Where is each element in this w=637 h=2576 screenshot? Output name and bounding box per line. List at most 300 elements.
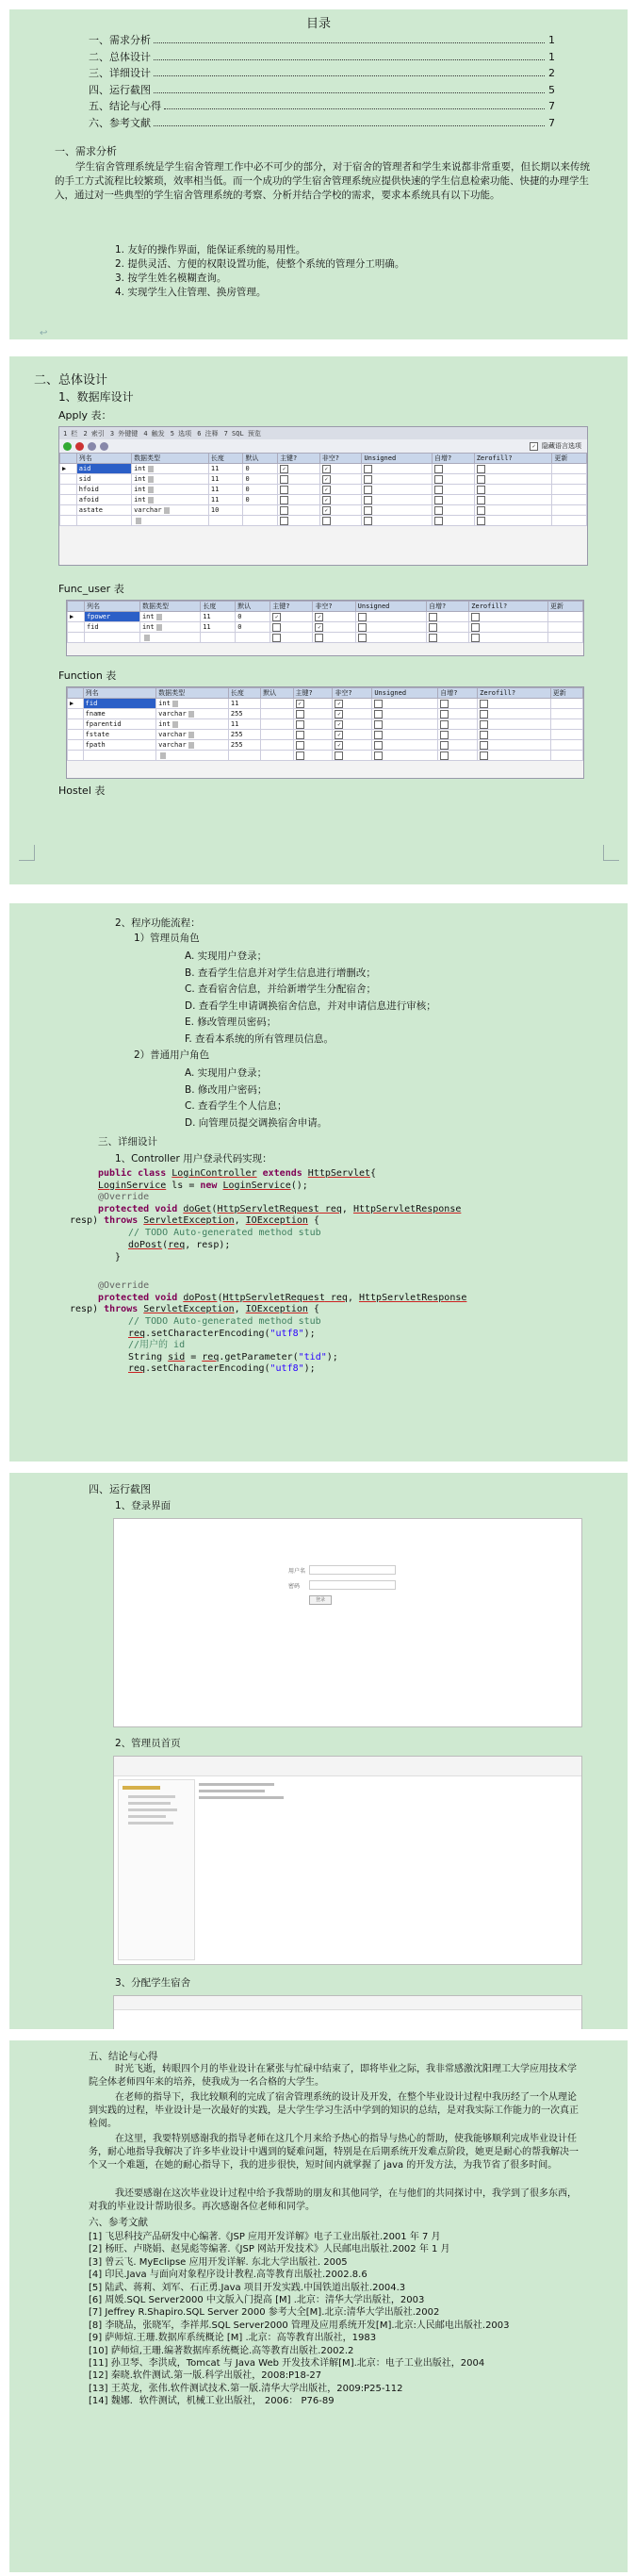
grid-cell[interactable]: varchar: [156, 740, 229, 751]
column-flag-checkbox[interactable]: [296, 720, 304, 729]
grid-cell[interactable]: [319, 495, 362, 505]
row-selector[interactable]: [60, 485, 77, 495]
grid-cell[interactable]: afoid: [76, 495, 131, 505]
grid-cell[interactable]: [355, 633, 426, 643]
column-flag-checkbox[interactable]: ✓: [322, 506, 331, 515]
type-dropdown-icon[interactable]: [144, 635, 150, 641]
grid-cell[interactable]: [76, 516, 131, 526]
grid-cell[interactable]: [278, 485, 320, 495]
column-flag-checkbox[interactable]: ✓: [296, 700, 304, 708]
grid-cell[interactable]: fstate: [83, 730, 156, 740]
column-flag-checkbox[interactable]: [280, 496, 288, 504]
grid-cell[interactable]: 11: [228, 699, 260, 709]
column-flag-checkbox[interactable]: [280, 475, 288, 484]
grid-cell[interactable]: [228, 751, 260, 761]
grid-cell[interactable]: [372, 730, 438, 740]
toc-entry[interactable]: [89, 98, 555, 115]
hostel-table-label: Hostel 表: [58, 784, 106, 797]
table-row[interactable]: [68, 612, 583, 622]
grid-cell[interactable]: [478, 730, 551, 740]
grid-cell[interactable]: [333, 709, 372, 719]
column-flag-checkbox[interactable]: [374, 751, 383, 760]
column-header: 数据类型: [132, 454, 209, 464]
row-selector[interactable]: ▶: [68, 612, 85, 622]
grid-cell[interactable]: [355, 612, 426, 622]
column-flag-checkbox[interactable]: [477, 465, 485, 473]
editor-tab[interactable]: 7 SQL 预览: [223, 429, 261, 438]
grid-cell[interactable]: [433, 495, 475, 505]
grid-cell[interactable]: [550, 699, 582, 709]
grid-cell[interactable]: [552, 464, 587, 474]
grid-cell[interactable]: [355, 622, 426, 633]
column-flag-checkbox[interactable]: [280, 517, 288, 525]
grid-cell[interactable]: [319, 485, 362, 495]
type-dropdown-icon[interactable]: [160, 752, 166, 759]
grid-cell[interactable]: 11: [208, 464, 243, 474]
editor-tab[interactable]: 2 索引: [83, 429, 105, 438]
type-dropdown-icon[interactable]: [148, 466, 154, 472]
column-flag-checkbox[interactable]: [429, 623, 437, 632]
row-selector[interactable]: ▶: [68, 699, 84, 709]
table-row[interactable]: [68, 622, 583, 633]
column-flag-checkbox[interactable]: ✓: [272, 613, 281, 621]
column-flag-checkbox[interactable]: ✓: [322, 475, 331, 484]
grid-cell[interactable]: [278, 516, 320, 526]
row-selector[interactable]: [60, 505, 77, 516]
row-selector[interactable]: [68, 709, 84, 719]
grid-cell[interactable]: 0: [243, 495, 278, 505]
grid-cell[interactable]: [469, 633, 548, 643]
column-flag-checkbox[interactable]: [364, 465, 372, 473]
grid-cell[interactable]: [201, 633, 236, 643]
column-flag-checkbox[interactable]: [335, 751, 343, 760]
column-flag-checkbox[interactable]: [272, 634, 281, 642]
grid-cell[interactable]: [427, 633, 469, 643]
column-flag-checkbox[interactable]: [480, 741, 488, 750]
grid-cell[interactable]: int: [156, 719, 229, 730]
grid-cell[interactable]: 0: [236, 622, 270, 633]
grid-cell[interactable]: [84, 633, 139, 643]
grid-cell[interactable]: int: [156, 699, 229, 709]
type-dropdown-icon[interactable]: [188, 711, 194, 718]
column-flag-checkbox[interactable]: [471, 623, 480, 632]
grid-cell[interactable]: 255: [228, 730, 260, 740]
grid-cell[interactable]: [362, 464, 433, 474]
column-flag-checkbox[interactable]: [280, 486, 288, 494]
column-flag-checkbox[interactable]: [429, 613, 437, 621]
row-selector[interactable]: [60, 516, 77, 526]
grid-cell[interactable]: [552, 516, 587, 526]
column-flag-checkbox[interactable]: ✓: [315, 623, 323, 632]
column-flag-checkbox[interactable]: [480, 731, 488, 739]
grid-cell[interactable]: [433, 505, 475, 516]
grid-cell[interactable]: [333, 719, 372, 730]
column-flag-checkbox[interactable]: [434, 506, 443, 515]
table-row[interactable]: [68, 719, 583, 730]
grid-cell[interactable]: [293, 719, 333, 730]
grid-cell[interactable]: aid: [76, 464, 131, 474]
toc-entry[interactable]: [89, 82, 555, 99]
grid-cell[interactable]: [313, 622, 355, 633]
grid-cell[interactable]: [362, 474, 433, 485]
column-flag-checkbox[interactable]: [374, 720, 383, 729]
column-header: 自增?: [427, 602, 469, 612]
grid-cell[interactable]: 255: [228, 709, 260, 719]
table-row[interactable]: [60, 495, 587, 505]
grid-cell[interactable]: 0: [243, 485, 278, 495]
type-dropdown-icon[interactable]: [172, 721, 178, 728]
column-header: 默认: [243, 454, 278, 464]
grid-cell[interactable]: [550, 740, 582, 751]
grid-cell[interactable]: [474, 485, 552, 495]
column-flag-checkbox[interactable]: [364, 486, 372, 494]
grid-cell[interactable]: [270, 633, 313, 643]
column-flag-checkbox[interactable]: [434, 486, 443, 494]
grid-cell[interactable]: [278, 495, 320, 505]
editor-tab[interactable]: 6 注释: [197, 429, 219, 438]
column-flag-checkbox[interactable]: ✓: [322, 486, 331, 494]
table-row[interactable]: [68, 730, 583, 740]
column-flag-checkbox[interactable]: [440, 700, 449, 708]
column-flag-checkbox[interactable]: [440, 731, 449, 739]
grid-cell[interactable]: [261, 751, 293, 761]
column-flag-checkbox[interactable]: [429, 634, 437, 642]
grid-cell[interactable]: [547, 633, 582, 643]
column-flag-checkbox[interactable]: [296, 751, 304, 760]
type-dropdown-icon[interactable]: [148, 497, 154, 504]
column-flag-checkbox[interactable]: [315, 634, 323, 642]
column-flag-checkbox[interactable]: ✓: [280, 465, 288, 473]
column-flag-checkbox[interactable]: [374, 731, 383, 739]
grid-cell[interactable]: [469, 622, 548, 633]
grid-cell[interactable]: [478, 709, 551, 719]
grid-cell[interactable]: [362, 505, 433, 516]
grid-cell[interactable]: [550, 730, 582, 740]
table-row[interactable]: [68, 699, 583, 709]
grid-cell[interactable]: int: [132, 485, 209, 495]
grid-cell[interactable]: hfoid: [76, 485, 131, 495]
grid-cell[interactable]: 11: [208, 485, 243, 495]
grid-cell[interactable]: [261, 699, 293, 709]
toc-entry[interactable]: [89, 65, 555, 82]
table-row[interactable]: [60, 505, 587, 516]
login-button[interactable]: 登录: [309, 1595, 332, 1605]
grid-cell[interactable]: [139, 633, 200, 643]
grid-cell[interactable]: int: [132, 464, 209, 474]
grid-cell[interactable]: 0: [243, 474, 278, 485]
grid-cell[interactable]: [438, 740, 478, 751]
grid-cell[interactable]: [550, 709, 582, 719]
grid-cell[interactable]: [438, 709, 478, 719]
column-flag-checkbox[interactable]: [364, 496, 372, 504]
grid-cell[interactable]: [293, 751, 333, 761]
grid-cell[interactable]: [333, 751, 372, 761]
grid-cell[interactable]: [438, 699, 478, 709]
grid-cell[interactable]: [433, 516, 475, 526]
type-dropdown-icon[interactable]: [156, 624, 162, 631]
grid-cell[interactable]: [552, 495, 587, 505]
grid-cell[interactable]: [372, 751, 438, 761]
grid-cell[interactable]: astate: [76, 505, 131, 516]
row-selector[interactable]: [68, 633, 85, 643]
delete-column-icon[interactable]: [75, 442, 84, 451]
grid-cell[interactable]: fid: [83, 699, 156, 709]
grid-cell[interactable]: [156, 751, 229, 761]
grid-cell[interactable]: [261, 719, 293, 730]
column-flag-checkbox[interactable]: ✓: [322, 465, 331, 473]
row-selector[interactable]: [68, 622, 85, 633]
column-flag-checkbox[interactable]: [358, 623, 367, 632]
grid-cell[interactable]: [313, 612, 355, 622]
grid-cell[interactable]: [333, 730, 372, 740]
username-input[interactable]: [309, 1565, 396, 1575]
type-dropdown-icon[interactable]: [156, 614, 162, 620]
add-column-icon[interactable]: [63, 442, 72, 451]
grid-cell[interactable]: [427, 622, 469, 633]
table-row[interactable]: [68, 709, 583, 719]
column-flag-checkbox[interactable]: [374, 710, 383, 718]
grid-cell[interactable]: 10: [208, 505, 243, 516]
grid-cell[interactable]: [547, 622, 582, 633]
toc-entry[interactable]: [89, 115, 555, 132]
column-flag-checkbox[interactable]: [280, 506, 288, 515]
grid-cell[interactable]: int: [132, 474, 209, 485]
type-dropdown-icon[interactable]: [188, 742, 194, 749]
grid-cell[interactable]: [552, 474, 587, 485]
type-dropdown-icon[interactable]: [148, 487, 154, 493]
type-dropdown-icon[interactable]: [148, 476, 154, 483]
grid-cell[interactable]: [438, 751, 478, 761]
type-dropdown-icon[interactable]: [136, 518, 141, 524]
editor-tab[interactable]: 5 选项: [170, 429, 192, 438]
column-flag-checkbox[interactable]: ✓: [335, 741, 343, 750]
grid-cell[interactable]: [319, 505, 362, 516]
column-flag-checkbox[interactable]: [296, 731, 304, 739]
grid-cell[interactable]: [333, 699, 372, 709]
column-flag-checkbox[interactable]: [374, 700, 383, 708]
grid-cell[interactable]: 11: [208, 474, 243, 485]
grid-cell[interactable]: [438, 719, 478, 730]
grid-cell[interactable]: fname: [83, 709, 156, 719]
column-flag-checkbox[interactable]: [440, 720, 449, 729]
column-flag-checkbox[interactable]: ✓: [335, 700, 343, 708]
grid-cell[interactable]: fparentid: [83, 719, 156, 730]
column-flag-checkbox[interactable]: [296, 741, 304, 750]
hide-lang-checkbox[interactable]: ✓: [530, 442, 538, 451]
editor-tab[interactable]: 4 触发: [143, 429, 165, 438]
grid-cell[interactable]: [547, 612, 582, 622]
grid-cell[interactable]: [319, 474, 362, 485]
editor-tab[interactable]: 1 栏: [63, 429, 78, 438]
grid-cell[interactable]: [236, 633, 270, 643]
grid-cell[interactable]: [478, 740, 551, 751]
row-selector[interactable]: [68, 740, 84, 751]
toc-leader-dots: [154, 75, 545, 76]
row-selector[interactable]: [60, 495, 77, 505]
grid-cell[interactable]: 11: [228, 719, 260, 730]
grid-cell[interactable]: [362, 485, 433, 495]
grid-cell[interactable]: [270, 622, 313, 633]
row-selector[interactable]: [68, 751, 84, 761]
table-row[interactable]: [60, 474, 587, 485]
column-flag-checkbox[interactable]: [364, 475, 372, 484]
grid-cell[interactable]: [293, 699, 333, 709]
password-input[interactable]: [309, 1580, 396, 1590]
grid-cell[interactable]: [372, 719, 438, 730]
column-flag-checkbox[interactable]: ✓: [315, 613, 323, 621]
grid-cell[interactable]: [333, 740, 372, 751]
grid-cell[interactable]: [261, 730, 293, 740]
grid-cell[interactable]: int: [139, 612, 200, 622]
move-up-icon[interactable]: [88, 442, 96, 451]
grid-cell[interactable]: [208, 516, 243, 526]
grid-cell[interactable]: [313, 633, 355, 643]
grid-cell[interactable]: 255: [228, 740, 260, 751]
grid-cell[interactable]: [293, 740, 333, 751]
column-flag-checkbox[interactable]: [477, 506, 485, 515]
grid-cell[interactable]: [278, 505, 320, 516]
document-page-4: [9, 1473, 628, 2029]
column-flag-checkbox[interactable]: [477, 475, 485, 484]
grid-cell[interactable]: [433, 485, 475, 495]
grid-cell[interactable]: [270, 612, 313, 622]
grid-cell[interactable]: [362, 516, 433, 526]
grid-cell[interactable]: [372, 699, 438, 709]
column-flag-checkbox[interactable]: [322, 517, 331, 525]
column-header: 数据类型: [139, 602, 200, 612]
table-row[interactable]: [60, 485, 587, 495]
grid-cell[interactable]: [243, 505, 278, 516]
column-flag-checkbox[interactable]: [364, 506, 372, 515]
type-dropdown-icon[interactable]: [172, 701, 178, 707]
column-flag-checkbox[interactable]: [296, 710, 304, 718]
table-row[interactable]: [68, 633, 583, 643]
column-flag-checkbox[interactable]: [434, 465, 443, 473]
column-flag-checkbox[interactable]: [471, 634, 480, 642]
grid-cell[interactable]: [293, 709, 333, 719]
grid-cell[interactable]: [243, 516, 278, 526]
grid-cell[interactable]: [372, 709, 438, 719]
grid-cell[interactable]: [319, 464, 362, 474]
grid-cell[interactable]: [132, 516, 209, 526]
column-flag-checkbox[interactable]: [477, 486, 485, 494]
column-flag-checkbox[interactable]: ✓: [322, 496, 331, 504]
column-flag-checkbox[interactable]: [434, 475, 443, 484]
controller-code-title: 1、Controller 用户登录代码实现：: [115, 1153, 272, 1164]
grid-cell[interactable]: fid: [84, 622, 139, 633]
toc-entry[interactable]: [89, 49, 555, 66]
table-row[interactable]: [60, 516, 587, 526]
grid-cell[interactable]: int: [139, 622, 200, 633]
move-down-icon[interactable]: [100, 442, 108, 451]
grid-cell[interactable]: [552, 485, 587, 495]
type-dropdown-icon[interactable]: [188, 732, 194, 738]
grid-cell[interactable]: [469, 612, 548, 622]
column-flag-checkbox[interactable]: [440, 751, 449, 760]
grid-cell[interactable]: 11: [208, 495, 243, 505]
grid-cell[interactable]: [474, 505, 552, 516]
column-flag-checkbox[interactable]: ✓: [335, 720, 343, 729]
grid-cell[interactable]: [261, 740, 293, 751]
grid-cell[interactable]: [372, 740, 438, 751]
column-flag-checkbox[interactable]: ✓: [335, 710, 343, 718]
table-row[interactable]: [68, 740, 583, 751]
grid-cell[interactable]: [83, 751, 156, 761]
grid-cell[interactable]: 11: [201, 612, 236, 622]
grid-cell[interactable]: int: [132, 495, 209, 505]
grid-cell[interactable]: varchar: [156, 709, 229, 719]
toc-entry[interactable]: [89, 32, 555, 49]
grid-cell[interactable]: sid: [76, 474, 131, 485]
grid-cell[interactable]: [550, 719, 582, 730]
column-flag-checkbox[interactable]: [434, 496, 443, 504]
column-flag-checkbox[interactable]: [364, 517, 372, 525]
type-dropdown-icon[interactable]: [164, 507, 170, 514]
grid-cell[interactable]: [427, 612, 469, 622]
grid-cell[interactable]: [278, 464, 320, 474]
column-flag-checkbox[interactable]: [480, 720, 488, 729]
grid-cell[interactable]: varchar: [156, 730, 229, 740]
grid-cell[interactable]: [278, 474, 320, 485]
grid-cell[interactable]: [478, 719, 551, 730]
column-flag-checkbox[interactable]: [480, 700, 488, 708]
grid-cell[interactable]: 11: [201, 622, 236, 633]
grid-cell[interactable]: [552, 505, 587, 516]
grid-cell[interactable]: fpath: [83, 740, 156, 751]
grid-cell[interactable]: [438, 730, 478, 740]
column-flag-checkbox[interactable]: [358, 613, 367, 621]
grid-cell[interactable]: [474, 464, 552, 474]
grid-cell[interactable]: [362, 495, 433, 505]
grid-cell[interactable]: [261, 709, 293, 719]
grid-cell[interactable]: fpower: [84, 612, 139, 622]
hide-lang-label: 隐藏语言选项: [542, 442, 581, 450]
row-selector[interactable]: [60, 474, 77, 485]
column-flag-checkbox[interactable]: [477, 517, 485, 525]
table-row[interactable]: [60, 464, 587, 474]
editor-tab[interactable]: 3 外键键: [109, 429, 139, 438]
grid-cell[interactable]: varchar: [132, 505, 209, 516]
column-flag-checkbox[interactable]: [374, 741, 383, 750]
grid-cell[interactable]: [474, 474, 552, 485]
column-flag-checkbox[interactable]: [358, 634, 367, 642]
grid-cell[interactable]: [293, 730, 333, 740]
column-flag-checkbox[interactable]: [480, 710, 488, 718]
column-flag-checkbox[interactable]: [440, 710, 449, 718]
column-flag-checkbox[interactable]: ✓: [335, 731, 343, 739]
grid-cell[interactable]: [474, 495, 552, 505]
column-flag-checkbox[interactable]: [434, 517, 443, 525]
row-selector[interactable]: [68, 730, 84, 740]
column-flag-checkbox[interactable]: [272, 623, 281, 632]
table-row[interactable]: [68, 751, 583, 761]
grid-cell[interactable]: [319, 516, 362, 526]
grid-cell[interactable]: [433, 474, 475, 485]
grid-cell[interactable]: [478, 751, 551, 761]
grid-cell[interactable]: [433, 464, 475, 474]
grid-cell[interactable]: [550, 751, 582, 761]
column-flag-checkbox[interactable]: [480, 751, 488, 760]
grid-cell[interactable]: [474, 516, 552, 526]
grid-cell[interactable]: 0: [236, 612, 270, 622]
grid-cell[interactable]: 0: [243, 464, 278, 474]
row-selector[interactable]: [68, 719, 84, 730]
column-flag-checkbox[interactable]: [477, 496, 485, 504]
row-selector[interactable]: ▶: [60, 464, 77, 474]
column-flag-checkbox[interactable]: [440, 741, 449, 750]
grid-cell[interactable]: [478, 699, 551, 709]
column-flag-checkbox[interactable]: [471, 613, 480, 621]
